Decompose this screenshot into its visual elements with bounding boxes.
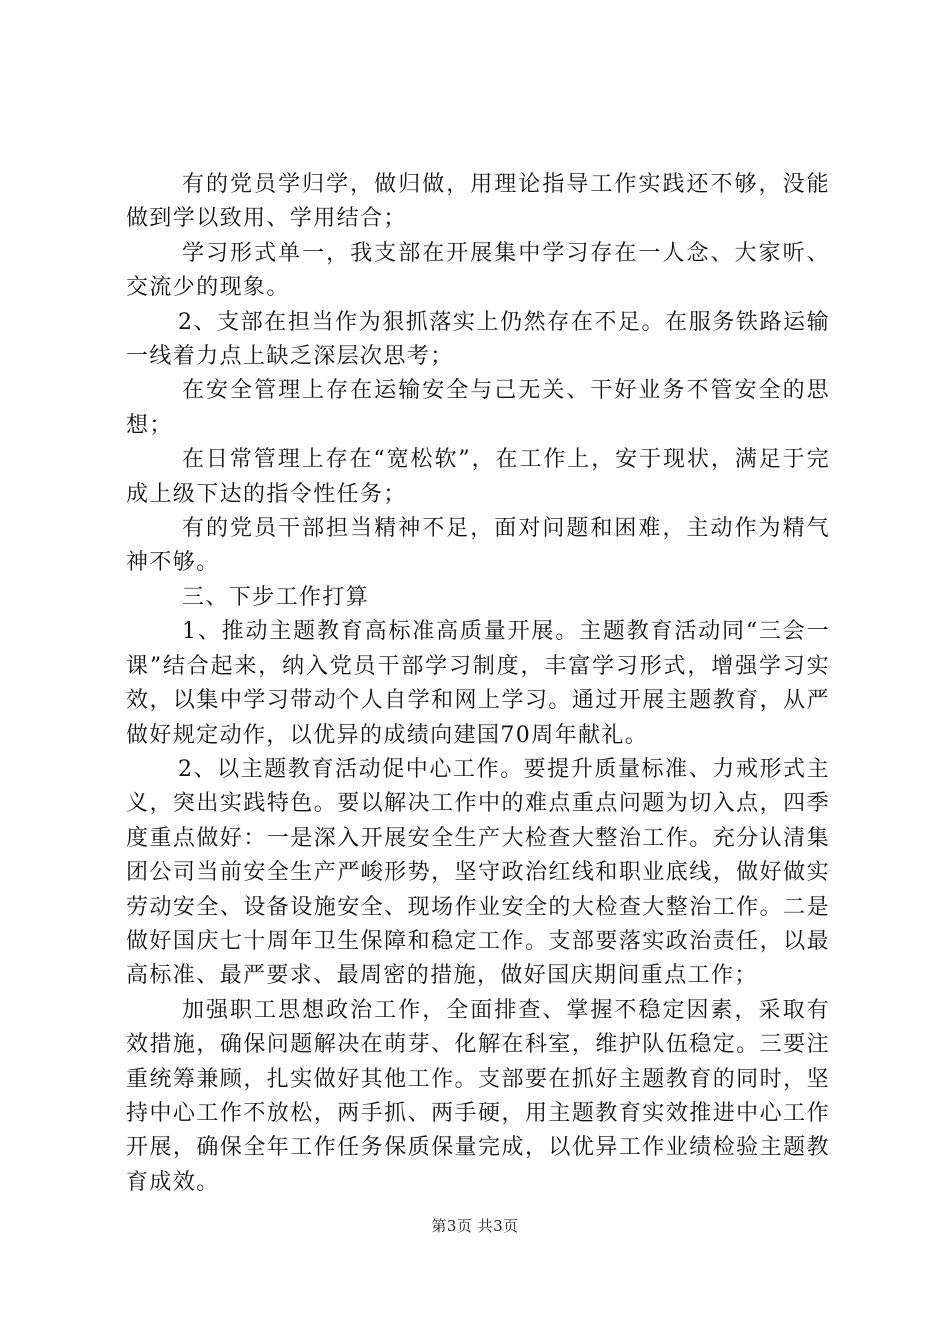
paragraph-central-work: 2、以主题教育活动促中心工作。要提升质量标准、力戒形式主义，突出实践特色。要以解决工作中的难点重点问题为切入点，四季度重点做好：一是深入开展安全生产大检查大整治工作。充分认清集团公司当前安全生产严峻形势，坚守政治红线和职业底线，做好做实劳动安全、设备设施安全、现场作业安全的大检查大整治工作。二是做好国庆七十周年卫生保障和稳定工作。支部要落实政治责任，以最高标准、最严要求、最周密的措施，做好国庆期间重点工作； — [126, 756, 830, 989]
paragraph-safety-management: 在安全管理上存在运输安全与己无关、干好业务不管安全的思想； — [126, 378, 830, 438]
paragraph-daily-management: 在日常管理上存在“宽松软”，在工作上，安于现状，满足于完成上级下达的指令性任务； — [126, 447, 830, 507]
paragraph-branch-responsibility: 2、支部在担当作为狠抓落实上仍然存在不足。在服务铁路运输一线着力点上缺乏深层次思考； — [126, 309, 830, 370]
paragraph-ideological-work: 加强职工思想政治工作，全面排查、掌握不稳定因素，采取有效措施，确保问题解决在萌芽、化解在科室，维护队伍稳定。三要注重统筹兼顾，扎实做好其他工作。支部要在抓好主题教育的同时，坚持中心工作不放松，两手抓、两手硬，用主题教育实效推进中心工作开展，确保全年工作任务保质保量完成，以优异工作业绩检验主题教育成效。 — [126, 997, 830, 1195]
paragraph-study-form: 学习形式单一，我支部在开展集中学习存在一人念、大家听、交流少的现象。 — [126, 240, 830, 301]
paragraph-theme-education: 1、推动主题教育高标准高质量开展。主题教育活动同“三会一课”结合起来，纳入党员干部学习制度，丰富学习形式，增强学习实效，以集中学习带动个人自学和网上学习。通过开展主题教育，从严做好规定动作，以优异的成绩向建国70周年献礼。 — [126, 619, 830, 748]
section-heading-next-steps: 三、下步工作打算 — [182, 584, 370, 610]
page-footer: 第3页 共3页 — [431, 1217, 519, 1235]
document-body — [126, 168, 830, 1200]
paragraph-study-practice: 有的党员学归学，做归做，用理论指导工作实践还不够，没能做到学以致用、学用结合； — [126, 172, 830, 232]
paragraph-cadre-spirit: 有的党员干部担当精神不足，面对问题和困难，主动作为精气神不够。 — [126, 516, 830, 576]
